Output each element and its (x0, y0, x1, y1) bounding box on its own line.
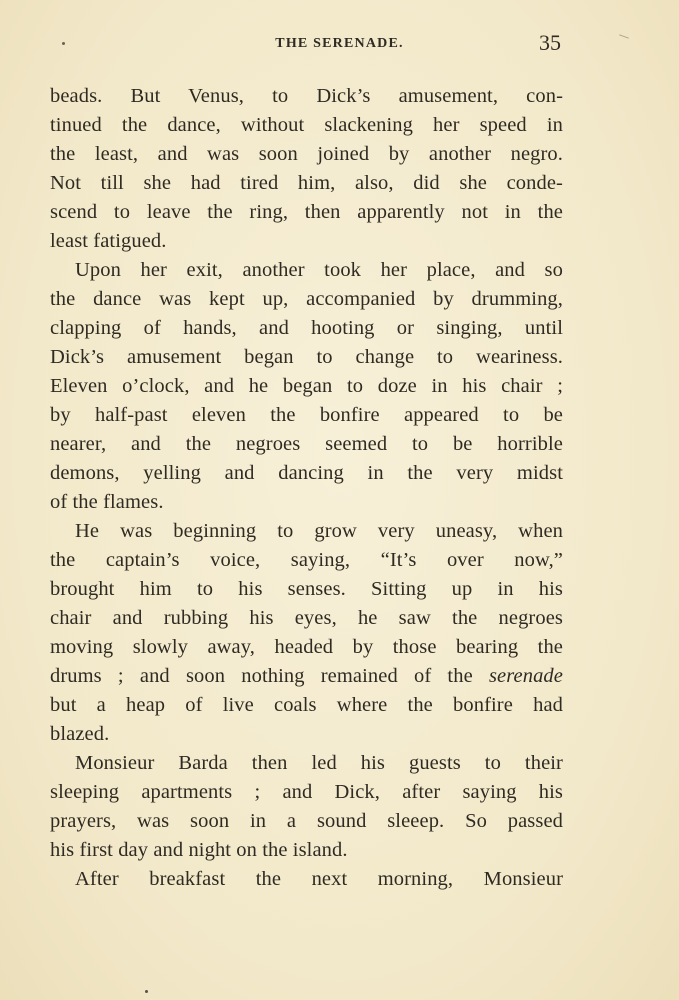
text-line (50, 575, 563, 604)
text-line-content: prayers, was soon in a sound sleeep. So passed (50, 810, 563, 832)
text-line-content: blazed. (50, 723, 110, 745)
text-line-content: the least, and was soon joined by another negro. (50, 143, 563, 165)
text-line (50, 343, 563, 372)
text-line (50, 401, 563, 430)
italic-word: serenade (488, 665, 563, 687)
text-line (50, 82, 563, 111)
footer-speck (145, 990, 148, 993)
text-line-content: He was beginning to grow very uneasy, when (75, 520, 563, 542)
text-line (50, 633, 563, 662)
text-line (50, 778, 563, 807)
text-line-content: chair and rubbing his eyes, he saw the negroes (50, 607, 563, 629)
text-line-content: but a heap of live coals where the bonfire had (50, 694, 563, 716)
body-text (50, 82, 563, 894)
text-line (50, 256, 563, 285)
text-line-content: brought him to his senses. Sitting up in his (50, 578, 563, 600)
text-line-content: drums ; and soon nothing remained of the (50, 665, 473, 687)
text-line (50, 285, 563, 314)
text-line-content: beads. But Venus, to Dick’s amusement, con- (50, 85, 563, 107)
text-line-content: After breakfast the next morning, Monsieur (75, 868, 563, 890)
text-line (50, 546, 563, 575)
text-line-content: of the flames. (50, 491, 164, 513)
text-line (50, 227, 563, 256)
text-line (50, 517, 563, 546)
text-line (50, 865, 563, 894)
text-line (50, 111, 563, 140)
text-line-content: sleeping apartments ; and Dick, after saying his (50, 781, 563, 803)
text-line (50, 691, 563, 720)
text-line-content: moving slowly away, headed by those bearing the (50, 636, 563, 658)
text-line (50, 662, 563, 691)
running-head (0, 28, 679, 60)
text-line-content: demons, yelling and dancing in the very midst (50, 462, 563, 484)
text-line (50, 169, 563, 198)
text-line (50, 749, 563, 778)
text-line (50, 140, 563, 169)
text-line (50, 459, 563, 488)
text-line (50, 430, 563, 459)
text-line (50, 488, 563, 517)
text-line-content: Eleven o’clock, and he began to doze in his chair ; (50, 375, 563, 397)
text-line-content: his first day and night on the island. (50, 839, 348, 861)
text-line-content: tinued the dance, without slackening her speed in (50, 114, 563, 136)
text-line (50, 807, 563, 836)
text-line (50, 604, 563, 633)
text-line-content: Dick’s amusement began to change to weariness. (50, 346, 563, 368)
text-line-content: Not till she had tired him, also, did she conde- (50, 172, 563, 194)
text-line-content: clapping of hands, and hooting or singing, until (50, 317, 563, 339)
text-line (50, 314, 563, 343)
text-line-content: the dance was kept up, accompanied by drumming, (50, 288, 563, 310)
text-line-content: least fatigued. (50, 230, 167, 252)
text-line (50, 372, 563, 401)
page-number: 35 (539, 30, 561, 55)
text-line-content: Monsieur Barda then led his guests to their (75, 752, 563, 774)
text-line-content: Upon her exit, another took her place, and so (75, 259, 563, 281)
text-line (50, 720, 563, 749)
chapter-title: THE SERENADE. (275, 36, 404, 51)
text-line (50, 198, 563, 227)
text-line-content: the captain’s voice, saying, “It’s over now,” (50, 549, 563, 571)
text-line-content: scend to leave the ring, then apparently not in the (50, 201, 563, 223)
text-line (50, 836, 563, 865)
text-line-content: nearer, and the negroes seemed to be horrible (50, 433, 563, 455)
text-line-content: by half-past eleven the bonfire appeared to be (50, 404, 563, 426)
